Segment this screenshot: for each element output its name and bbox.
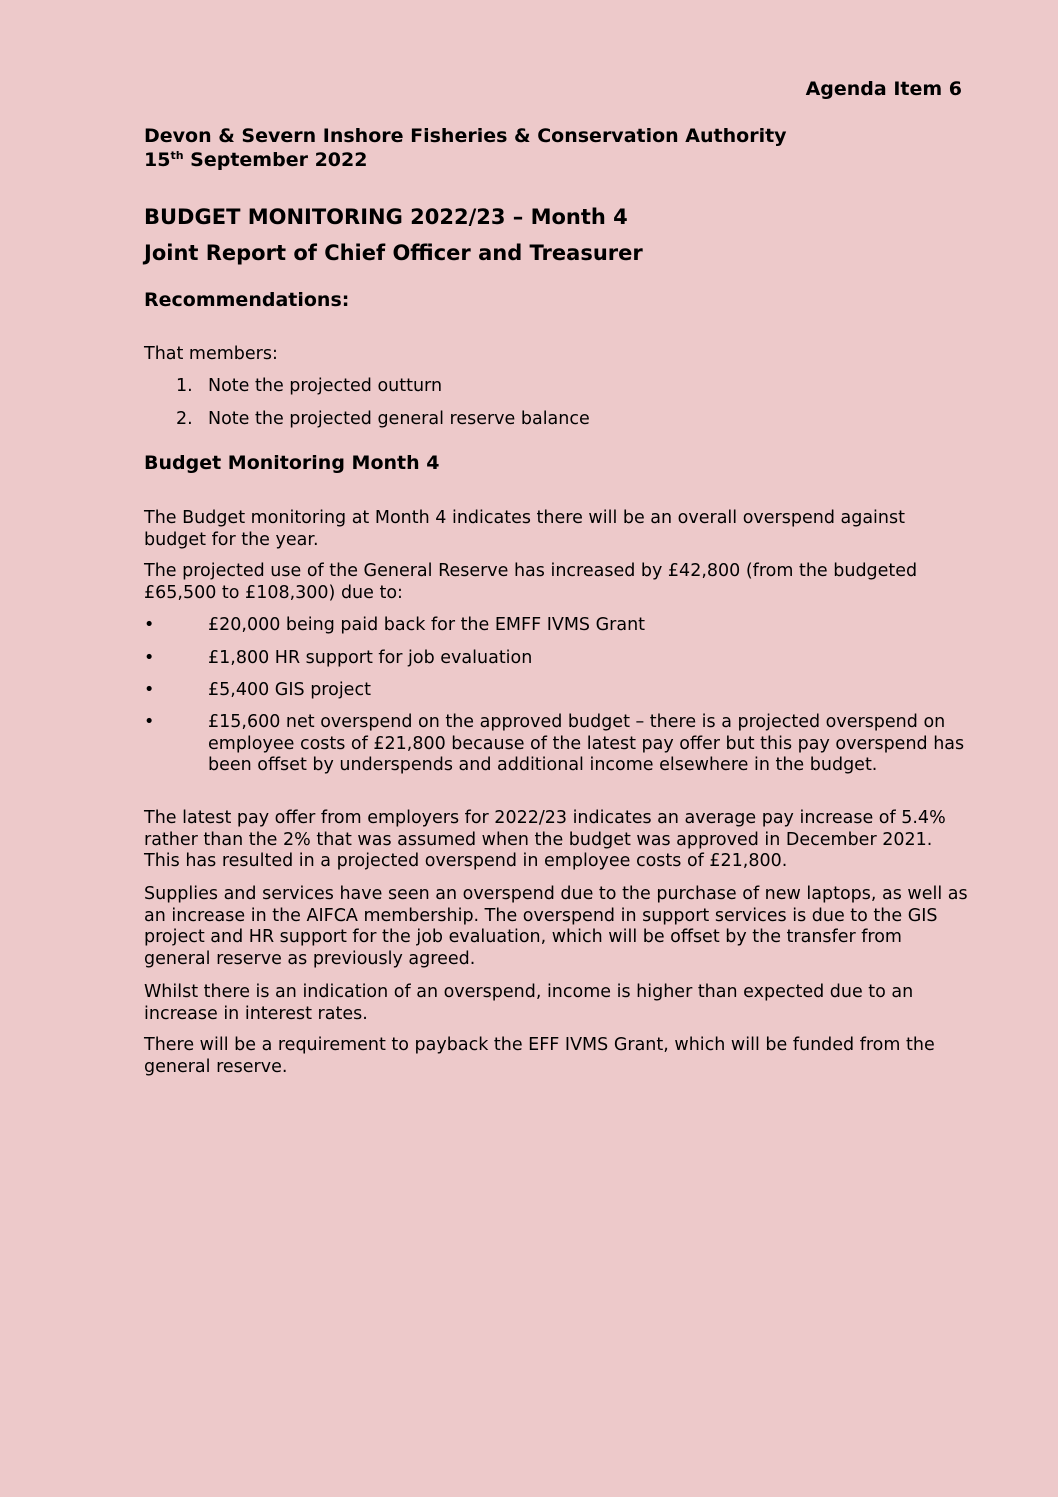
bullet-text: £20,000 being paid back for the EMFF IVMS Grant bbox=[208, 615, 646, 635]
recommendation-number: 1. bbox=[176, 376, 193, 396]
paragraph-supplies-services: Supplies and services have seen an overspend due to the purchase of new laptops, as well as an increase in the AIFCA membership. The overspend in support services is due to the GIS project and HR support for the job evaluation, which will be offset by the transfer from general reserve as previously agreed. bbox=[144, 884, 968, 970]
report-title: BUDGET MONITORING 2022/23 – Month 4 bbox=[144, 205, 628, 229]
meeting-date-suffix: th bbox=[170, 149, 184, 162]
budget-monitoring-heading: Budget Monitoring Month 4 bbox=[144, 452, 440, 474]
recommendation-text: Note the projected general reserve balance bbox=[208, 409, 590, 429]
paragraph-income: Whilst there is an indication of an overspend, income is higher than expected due to an increase in interest rates. bbox=[144, 982, 914, 1024]
paragraph-pay-offer: The latest pay offer from employers for 2022/23 indicates an average pay increase of 5.4% rather than the 2% that was assumed when the budget was approved in December 2021. This has resulted in a projected overspend in employee costs of £21,800. bbox=[144, 808, 946, 872]
bullet-text: £15,600 net overspend on the approved budget – there is a projected overspend on employee costs of £21,800 because of the latest pay offer but this pay overspend has been offset by underspends and additional income elsewhere in the budget. bbox=[208, 712, 965, 776]
meeting-date bbox=[144, 148, 787, 172]
bullet-text: £5,400 GIS project bbox=[208, 680, 371, 700]
recommendations-heading: Recommendations: bbox=[144, 289, 350, 311]
recommendations-intro: That members: bbox=[144, 344, 278, 364]
bullet-icon: • bbox=[144, 615, 155, 635]
recommendation-item bbox=[176, 408, 590, 430]
bullet-icon: • bbox=[144, 680, 155, 700]
recommendation-text: Note the projected outturn bbox=[208, 376, 443, 396]
paragraph-grant-payback: There will be a requirement to payback the EFF IVMS Grant, which will be funded from the general reserve. bbox=[144, 1035, 935, 1077]
organisation-header bbox=[144, 124, 787, 172]
organisation-name: Devon & Severn Inshore Fisheries & Conservation Authority bbox=[144, 125, 787, 147]
meeting-date-day: 15 bbox=[144, 149, 171, 171]
report-subtitle: Joint Report of Chief Officer and Treasurer bbox=[144, 241, 643, 265]
paragraph-general-reserve: The projected use of the General Reserve has increased by £42,800 (from the budgeted £65,500 to £108,300) due to: bbox=[144, 561, 918, 603]
bullet-text: £1,800 HR support for job evaluation bbox=[208, 648, 533, 668]
bullet-icon: • bbox=[144, 712, 155, 732]
agenda-item-label: Agenda Item 6 bbox=[805, 78, 962, 100]
paragraph-overall-overspend: The Budget monitoring at Month 4 indicates there will be an overall overspend against budget for the year. bbox=[144, 508, 905, 550]
meeting-date-month-year: September 2022 bbox=[183, 149, 368, 171]
bullet-icon: • bbox=[144, 648, 155, 668]
recommendation-item bbox=[176, 375, 442, 397]
recommendation-number: 2. bbox=[176, 409, 193, 429]
